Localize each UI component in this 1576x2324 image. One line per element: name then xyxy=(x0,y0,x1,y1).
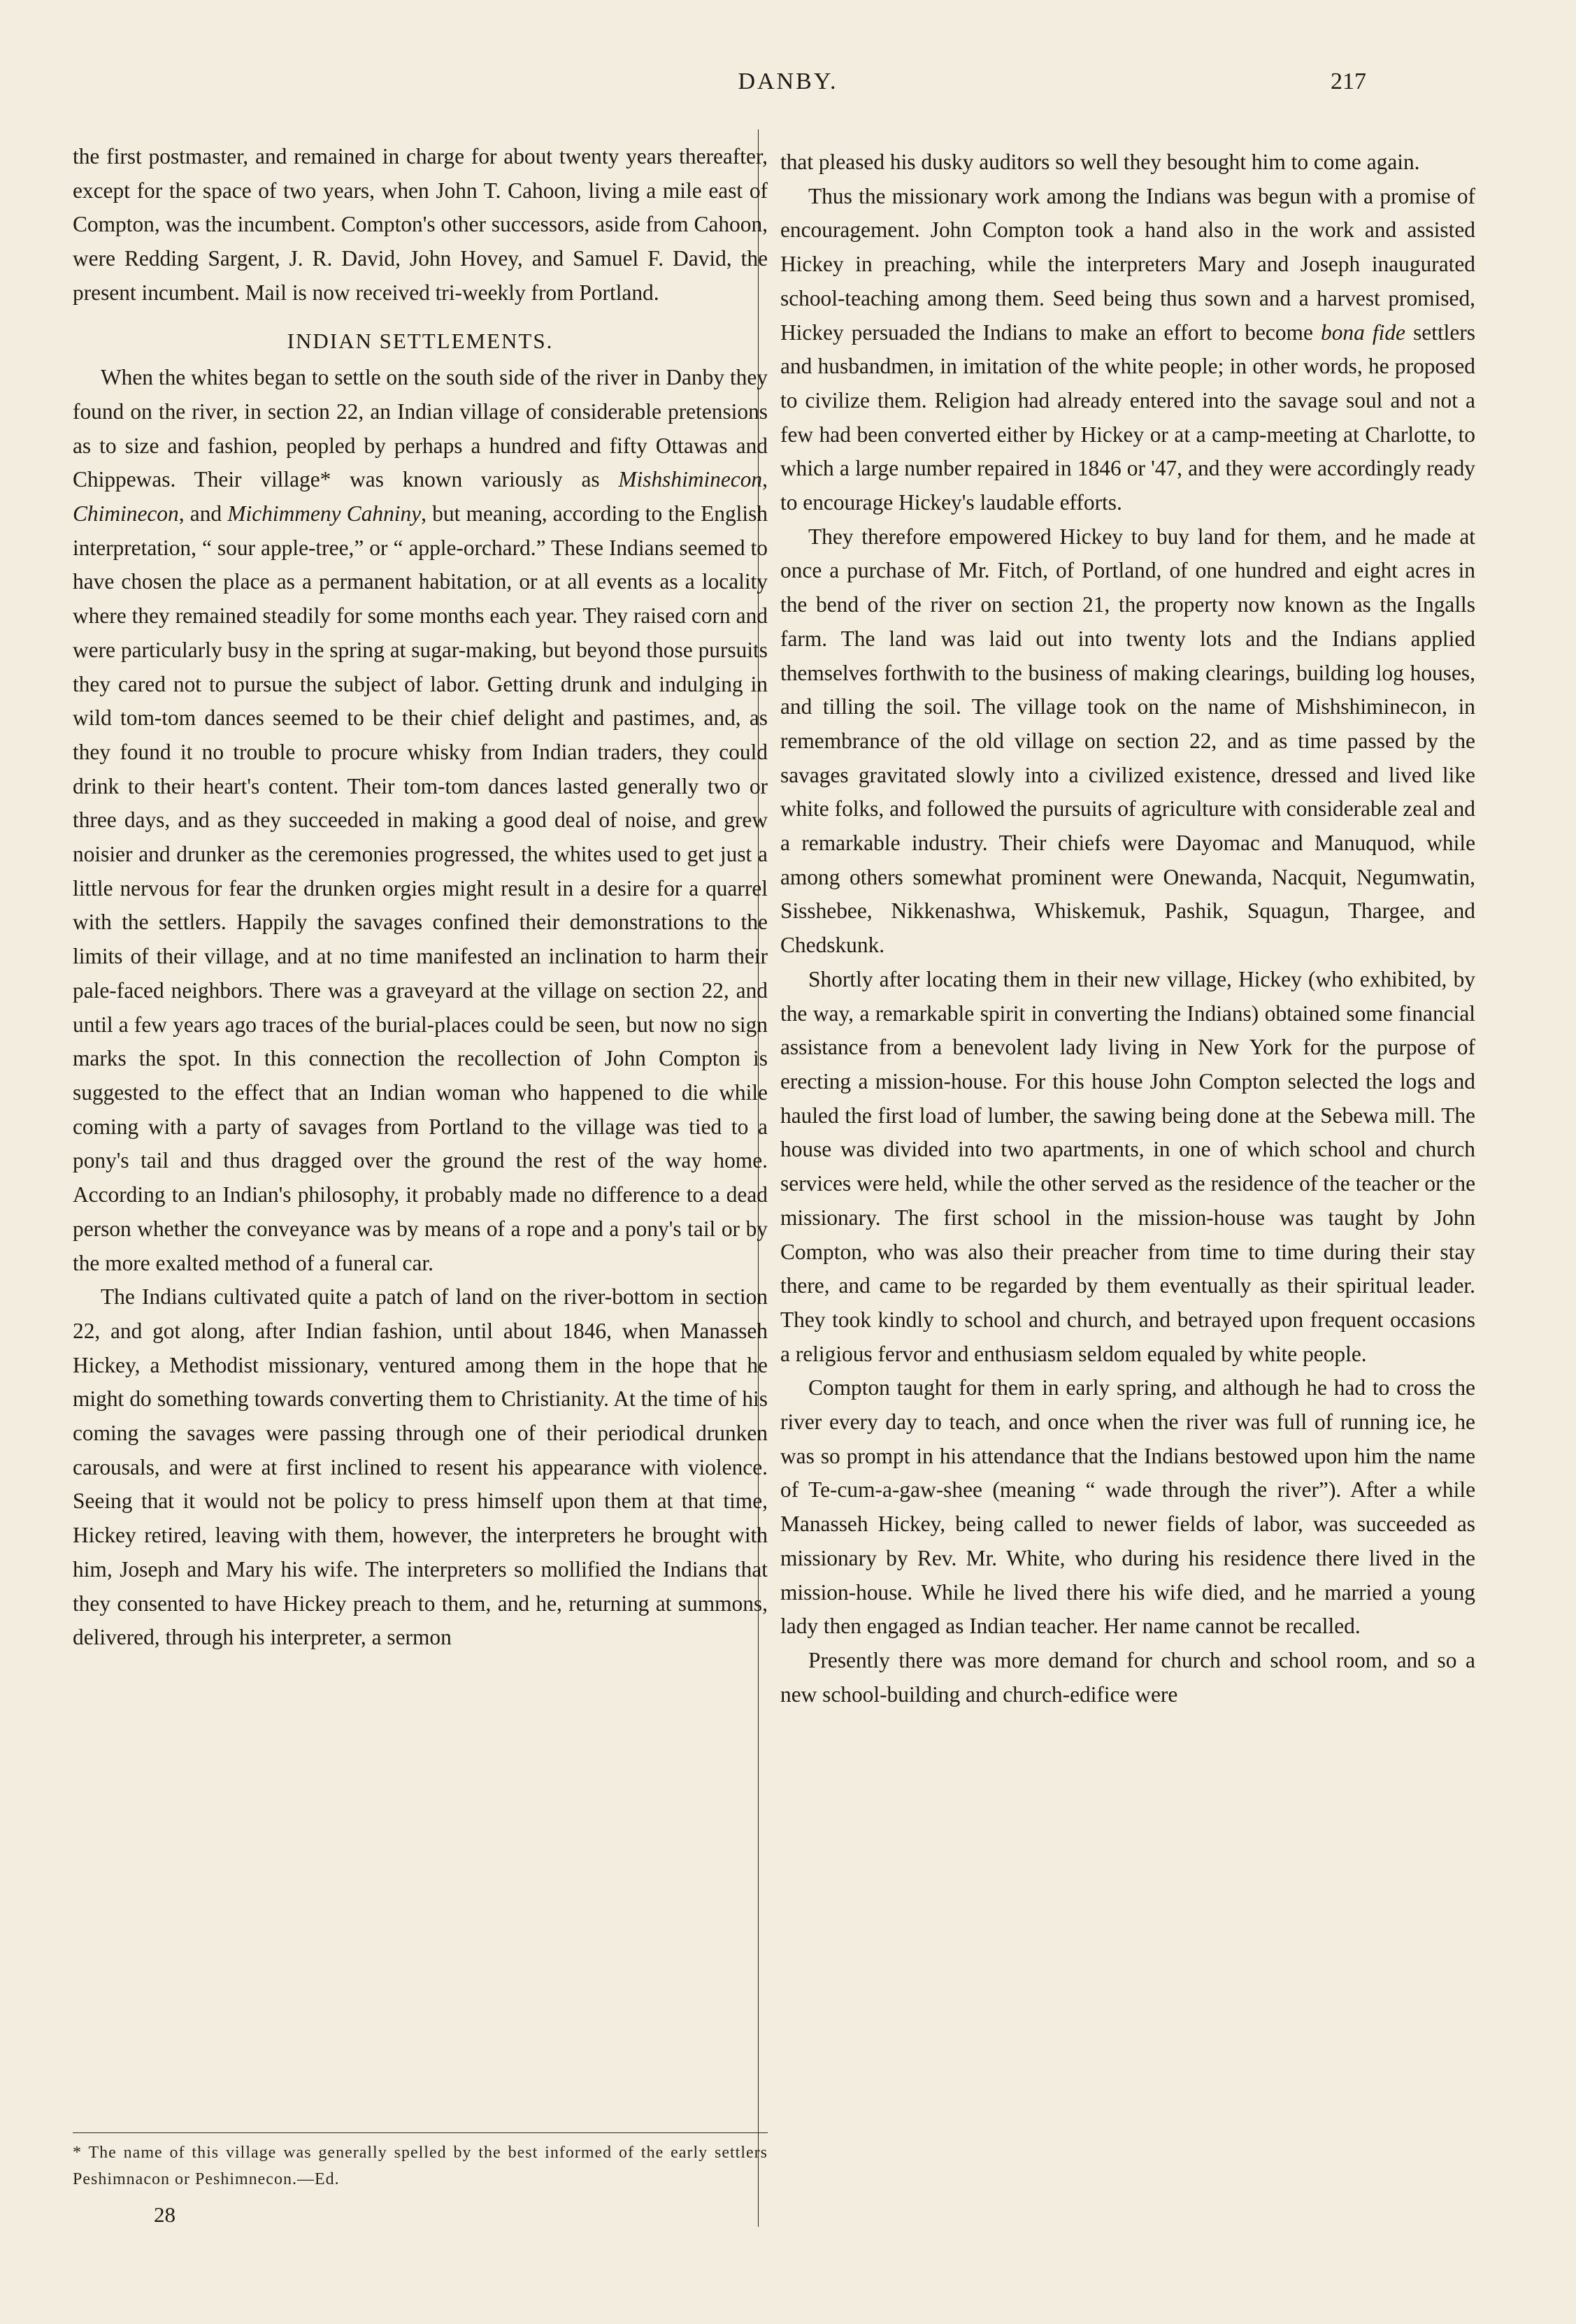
paragraph: the first postmaster, and remained in charge for about twenty years thereafter, except for the space of two years, when John T. Cahoon, living a mile east of Compton, was the incumbent. Compton's other successors, aside from Cahoon, were Redding Sargent, J. R. David, John Hovey, and Samuel F. David, the present incumbent. Mail is now received tri-weekly from Portland. xyxy=(73,144,768,305)
italic-name: Chiminecon xyxy=(73,501,179,526)
italic-name: Mishshiminecon xyxy=(618,467,763,492)
paragraph: Compton taught for them in early spring, and although he had to cross the river every day to teach, and once when the river was full of running ice, he was so prompt in his attendance that the Indians bestowed upon him the name of Te-cum-a-gaw-shee (meaning “ wade through the river”). After a while Manasseh Hickey, being called to newer fields of labor, was succeeded as missionary by Rev. Mr. White, who during his residence there lived in the mission-house. While he lived there his wife died, and he married a young lady then engaged as Indian teacher. Her name cannot be recalled. xyxy=(780,1375,1475,1639)
text-run: Thus the missionary work among the Indians was begun with a promise of encouragement. John Compton took a hand also in the work and assisted Hickey in preaching, while the interpreters Mary and Joseph inaugurated school-teaching among them. Seed being thus sown and a harvest promised, Hickey persuaded the Indians to make an effort to become xyxy=(780,183,1475,345)
paragraph: They therefore empowered Hickey to buy land for them, and he made at once a purchase of Mr. Fitch, of Portland, of one hundred and eight acres in the bend of the river on section 21, the property now known as the Ingalls farm. The land was laid out into twenty lots and the Indians applied themselves forthwith to the business of making clearings, building log houses, and tilling the soil. The village took on the name of Mishshiminecon, in remembrance of the old village on section 22, and as time passed by the savages gravitated slowly into a civilized existence, dressed and lived like white folks, and followed the pursuits of agriculture with considerable zeal and a remarkable industry. Their chiefs were Dayomac and Manuquod, while among others somewhat prominent were Onewanda, Nacquit, Negumwatin, Sisshebee, Nikkenashwa, Whiskemuk, Pashik, Squagun, Thargee, and Chedskunk. xyxy=(780,524,1475,958)
running-head xyxy=(70,64,1506,106)
paragraph: The Indians cultivated quite a patch of land on the river-bottom in section 22, and got along, after Indian fashion, until about 1846, when Manasseh Hickey, a Methodist missionary, ventured among them in the hope that he might do something towards converting them to Christianity. At the time of his coming the savages were passing through one of their periodical drunken carousals, and were at first inclined to resent his appearance with violence. Seeing that it would not be policy to press himself upon them at that time, Hickey retired, leaving with them, however, the interpreters he brought with him, Joseph and Mary his wife. The interpreters so mollified the Indians that they consented to have Hickey preach to them, and he, returning at summons, delivered, through his interpreter, a sermon xyxy=(73,1284,768,1650)
paragraph: Shortly after locating them in their new village, Hickey (who exhibited, by the way, a remarkable spirit in converting the Indians) obtained some financial assistance from a benevolent lady living in New York for the purpose of erecting a mission-house. For this house John Compton selected the logs and hauled the first load of lumber, the sawing being done at the Sebewa mill. The house was divided into two apartments, in one of which school and church services were held, while the other served as the residence of the teacher or the missionary. The first school in the mission-house was taught by John Compton, who was also their preacher from time to time during their stay there, and came to be regarded by them eventually as their spiritual leader. They took kindly to school and church, and betrayed upon frequent occasions a religious fervor and enthusiasm seldom equaled by white people. xyxy=(780,966,1475,1366)
text-run: When the whites began to settle on the south side of the river in Danby they found on the river, in section 22, an Indian village of considerable pretensions as to size and fashion, peopled by perhaps a hundred and fifty Ottawas and Chippewas. Their village* was known variously as xyxy=(73,365,768,492)
left-column xyxy=(73,140,768,1655)
signature-mark: 28 xyxy=(154,2202,175,2227)
paragraph: Presently there was more demand for church and school room, and so a new school-building and church-edifice were xyxy=(780,1647,1475,1707)
running-title: DANBY. xyxy=(738,69,838,94)
italic-phrase: bona fide xyxy=(1321,320,1405,345)
text-run: , xyxy=(762,467,768,492)
page-number: 217 xyxy=(1331,69,1366,94)
paragraph xyxy=(780,180,1475,520)
section-heading: INDIAN SETTLEMENTS. xyxy=(287,328,554,353)
text-run: settlers and husbandmen, in imitation of the white people; in other words, he proposed to civilize them. Religion had already entered into the savage soul and not a few had been converted either by Hickey or at a camp-meeting at Charlotte, to which a large number repaired in 1846 or '47, and they were accordingly ready to encourage Hickey's laudable efforts. xyxy=(780,320,1475,515)
footnote-rule xyxy=(73,2132,768,2133)
text-run: , and xyxy=(178,501,228,526)
paragraph: that pleased his dusky auditors so well they besought him to come again. xyxy=(780,150,1420,174)
paragraph xyxy=(73,361,768,1280)
right-column xyxy=(780,145,1475,1712)
italic-name: Michimmeny Cahniny xyxy=(227,501,422,526)
text-run: , but meaning, according to the English interpretation, “ sour apple-tree,” or “ apple-orchard.” These Indians seemed to have chosen the place as a permanent habitation, or at all events as a locality where they remained steadily for some months each year. They raised corn and were particularly busy in the spring at sugar-making, but beyond those pursuits they cared not to pursue the subject of labor. Getting drunk and indulging in wild tom-tom dances seemed to be their chief delight and pastimes, and, as they found it no trouble to procure whisky from Indian traders, they could drink to their heart's content. Their tom-tom dances lasted generally two or three days, and as they succeeded in making a good deal of noise, and grew noisier and drunker as the ceremonies progressed, the whites used to get just a little nervous for fear the drunken orgies might result in a desire for a quarrel with the settlers. Happily the savages confined their demonstrations to the limits of their village, and at no time manifested an inclination to harm their pale-faced neighbors. There was a graveyard at the village on section 22, and until a few years ago traces of the burial-places could be seen, but now no sign marks the spot. In this connection the recollection of John Compton is suggested to the effect that an Indian woman who happened to die while coming with a party of savages from Portland to the village was tied to a pony's tail and thus dragged over the ground the rest of the way home. According to an Indian's philosophy, it probably made no difference to a dead person whether the conveyance was by means of a rope and a pony's tail or by the more exalted method of a funeral car. xyxy=(73,501,768,1275)
footnote: * The name of this village was generally spelled by the best informed of the early settlers Peshimnacon or Peshimnecon.—Ed. xyxy=(73,2144,768,2188)
